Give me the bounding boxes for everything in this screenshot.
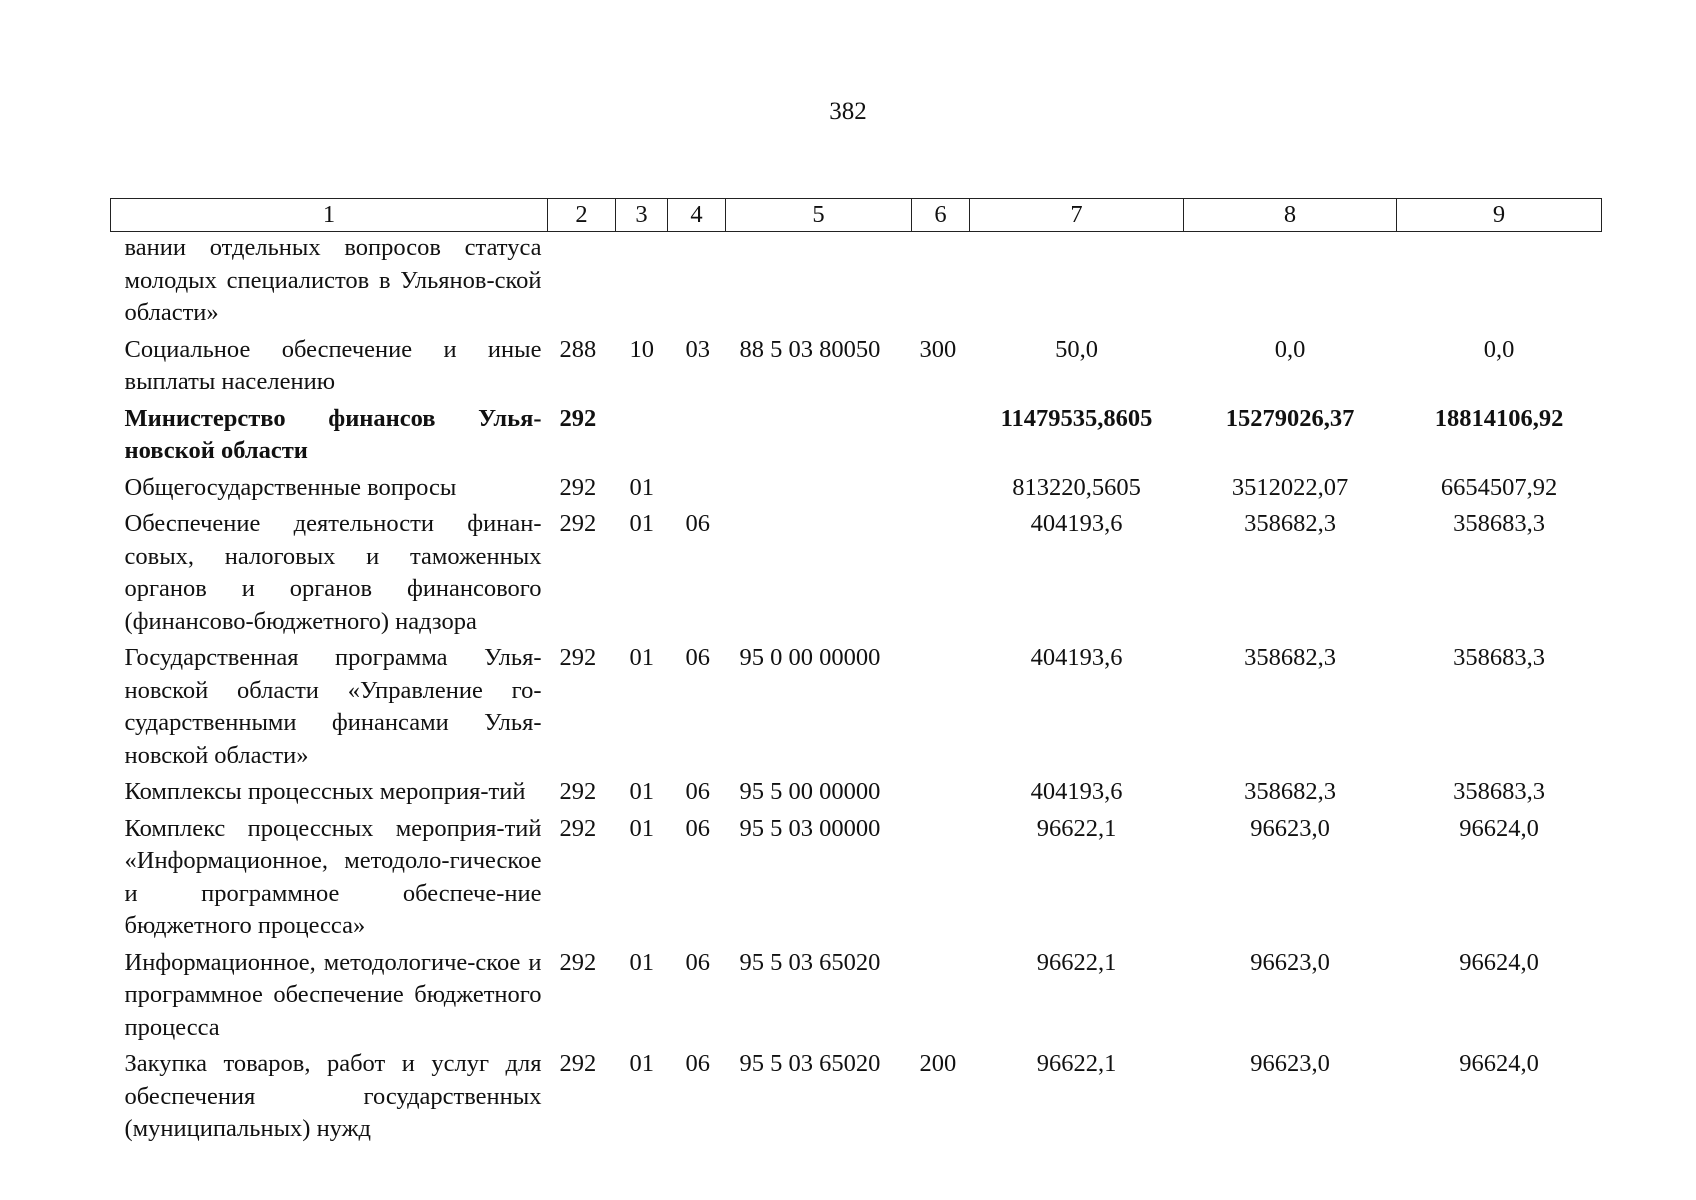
table-body [111,232,1602,1146]
row-name-cell: Комплексы процессных мероприя-тий [124,778,526,805]
amount-cell: 96624,0 [1459,948,1539,976]
section-code-cell: 01 [629,1050,654,1077]
expense-type-cell [912,943,970,1045]
table-row [111,504,1602,638]
amount-cell: 358683,3 [1453,778,1545,805]
row-name-cell: Министерство финансов Улья-новской области [124,404,542,464]
admin-code-cell: 292 [559,778,597,805]
amount-cell: 96623,0 [1250,948,1330,976]
column-header: 4 [668,199,726,232]
target-article-cell [726,399,912,468]
table-row [111,468,1602,505]
section-code-cell: 10 [629,335,654,363]
amount-cell: 96622,1 [1036,948,1117,976]
expense-type-cell: 300 [919,335,957,363]
table-header [111,199,1602,232]
amount-cell [1397,232,1602,330]
table-row [111,943,1602,1045]
admin-code-cell [548,232,616,330]
subsection-code-cell: 06 [685,778,710,805]
amount-cell: 96622,1 [1036,1050,1117,1077]
amount-cell: 15279026,37 [1225,404,1355,432]
expense-type-cell [912,399,970,468]
target-article-cell: 95 0 00 00000 [739,644,881,671]
subsection-code-cell: 06 [685,948,710,976]
admin-code-cell: 288 [559,335,597,363]
target-article-cell [726,468,912,505]
section-code-cell: 01 [629,948,654,976]
budget-table [110,198,1602,1146]
column-header: 2 [548,199,616,232]
section-code-cell: 01 [629,644,654,671]
row-name-cell: вании отдельных вопросов статуса молодых специалистов в Ульянов-ской области» [124,234,542,326]
subsection-code-cell: 06 [685,1050,710,1077]
target-article-cell: 95 5 03 65020 [739,948,881,976]
subsection-code-cell: 06 [685,814,710,842]
column-header: 8 [1184,199,1397,232]
expense-type-cell: 200 [919,1050,957,1077]
amount-cell: 96623,0 [1250,814,1330,842]
section-code-cell: 01 [629,814,654,842]
row-name-cell: Комплекс процессных мероприя-тий «Информационное, методоло-гическое и программное обеспече-ние бюджетного процесса» [124,814,542,939]
admin-code-cell: 292 [559,948,597,976]
row-name-cell: Государственная программа Улья-новской области «Управление го-сударственными финансами Улья-новской области» [124,644,542,769]
row-name-cell: Обеспечение деятельности финан-совых, налоговых и таможенных органов и органов финансового (финансово-бюджетного) надзора [124,510,542,635]
amount-cell: 50,0 [1055,335,1098,363]
target-article-cell: 95 5 03 65020 [739,1050,881,1077]
amount-cell: 6654507,92 [1440,473,1558,501]
admin-code-cell: 292 [559,510,597,537]
table-row [111,399,1602,468]
section-code-cell: 01 [629,778,654,805]
column-header: 1 [111,199,548,232]
amount-cell: 358683,3 [1453,510,1545,537]
expense-type-cell [912,504,970,638]
amount-cell: 0,0 [1274,335,1306,363]
subsection-code-cell: 03 [685,335,710,363]
expense-type-cell [912,772,970,809]
subsection-code-cell: 06 [685,644,710,671]
table-row [111,772,1602,809]
amount-cell: 96624,0 [1459,1050,1539,1077]
table-row [111,638,1602,772]
section-code-cell: 01 [629,473,654,501]
amount-cell: 96624,0 [1459,814,1539,842]
amount-cell: 358682,3 [1244,644,1336,671]
section-code-cell: 01 [629,510,654,537]
target-article-cell [726,504,912,638]
table-row [111,809,1602,943]
admin-code-cell: 292 [559,644,597,671]
expense-type-cell [912,232,970,330]
admin-code-cell: 292 [559,473,597,501]
row-name-cell: Информационное, методологиче-ское и программное обеспечение бюджетного процесса [124,948,542,1041]
amount-cell: 0,0 [1483,335,1515,363]
admin-code-cell: 292 [559,1050,597,1077]
amount-cell: 358682,3 [1244,778,1336,805]
section-code-cell [616,232,668,330]
target-article-cell: 95 5 00 00000 [739,778,881,805]
subsection-code-cell [668,468,726,505]
column-header: 7 [970,199,1184,232]
amount-cell: 11479535,8605 [1000,404,1153,432]
amount-cell: 96623,0 [1250,1050,1330,1077]
column-header: 5 [726,199,912,232]
amount-cell: 358682,3 [1244,510,1336,537]
expense-type-cell [912,468,970,505]
table-row [111,232,1602,330]
amount-cell: 404193,6 [1030,778,1123,805]
amount-cell [970,232,1184,330]
amount-cell: 404193,6 [1030,644,1123,671]
amount-cell: 18814106,92 [1434,404,1564,432]
page-number: 382 [829,98,867,125]
amount-cell: 96622,1 [1036,814,1117,842]
subsection-code-cell [668,232,726,330]
subsection-code-cell: 06 [685,510,710,537]
row-name-cell: Социальное обеспечение и иные выплаты населению [124,335,542,395]
column-header: 3 [616,199,668,232]
target-article-cell: 95 5 03 00000 [739,814,881,842]
column-header: 6 [912,199,970,232]
row-name-cell: Общегосударственные вопросы [124,473,457,501]
table-row [111,330,1602,399]
expense-type-cell [912,638,970,772]
expense-type-cell [912,809,970,943]
subsection-code-cell [668,399,726,468]
amount-cell: 404193,6 [1030,510,1123,537]
admin-code-cell: 292 [559,404,597,432]
amount-cell: 813220,5605 [1012,473,1141,501]
admin-code-cell: 292 [559,814,597,842]
target-article-cell: 88 5 03 80050 [739,335,881,363]
amount-cell: 3512022,07 [1231,473,1349,501]
amount-cell [1184,232,1397,330]
table-row [111,1044,1602,1146]
row-name-cell: Закупка товаров, работ и услуг для обеспечения государственных (муниципальных) нужд [124,1050,542,1142]
target-article-cell [726,232,912,330]
amount-cell: 358683,3 [1453,644,1545,671]
column-header: 9 [1397,199,1602,232]
section-code-cell [616,399,668,468]
